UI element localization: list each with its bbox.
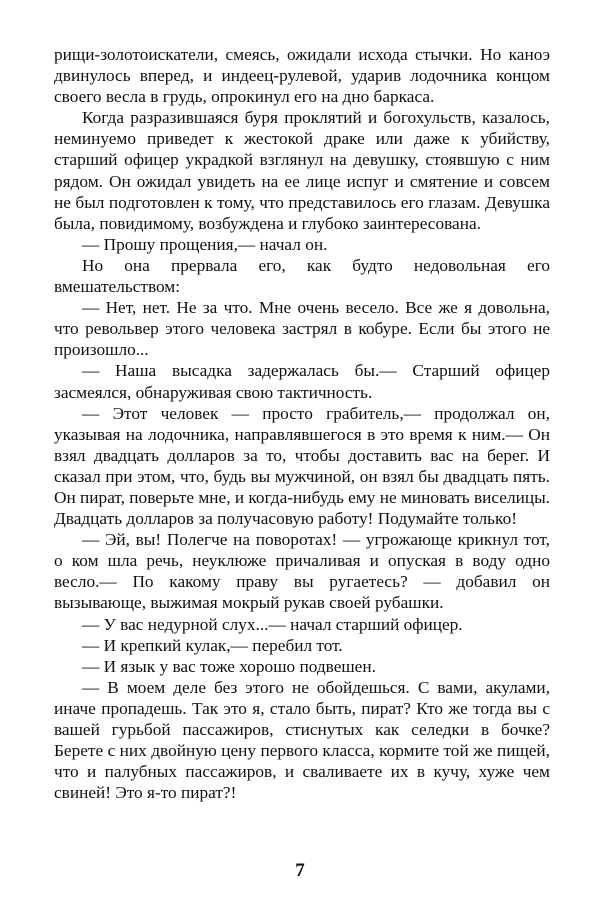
- paragraph-2: Когда разразившаяся буря проклятий и богохульств, казалось, неминуемо приведет к жестокой драке или даже к убийству, старший офицер украдкой взглянул на девушку, стоявшую с ним рядом. Он ожидал увидеть на ее лице испуг и смятение и совсем не был подготовлен к тому, что представилось его глазам. Девушка была, повидимому, возбуждена и глубоко заинтересована.: [54, 108, 550, 233]
- paragraph-9: — У вас недурной слух...— начал старший офицер.: [82, 614, 463, 634]
- page-body: [54, 44, 550, 803]
- paragraph-5: — Нет, нет. Не за что. Мне очень весело. Все же я довольна, что револьвер этого человека застрял в кобуре. Если бы этого не произошло...: [54, 298, 550, 360]
- paragraph-10: — И крепкий кулак,— перебил тот.: [82, 635, 343, 655]
- paragraph-1: рищи-золотоискатели, смеясь, ожидали исхода стычки. Но каноэ двинулось вперед, и индеец-рулевой, ударив лодочника концом своего весла в грудь, опрокинул его на дно баркаса.: [54, 45, 550, 107]
- paragraph-4: Но она прервала его, как будто недовольная его вмешательством:: [54, 255, 550, 297]
- paragraph-8: — Эй, вы! Полегче на поворотах! — угрожающе крикнул тот, о ком шла речь, неуклюже причаливая и опуская в воду одно весло.— По какому праву вы ругаетесь? — добавил он вызывающе, выжимая мокрый рукав своей рубашки.: [54, 530, 550, 613]
- paragraph-6: — Наша высадка задержалась бы.— Старший офицер засмеялся, обнаруживая свою тактичность.: [54, 361, 550, 402]
- paragraph-7: — Этот человек — просто грабитель,— продолжал он, указывая на лодочника, направлявшегося в это время к ним.— Он взял двадцать долларов за то, чтобы доставить вас на берег. И сказал при этом, что, будь вы мужчиной, он взял бы двадцать пять. Он пират, поверьте мне, и когда-нибудь ему не миновать виселицы. Двадцать долларов за получасовую работу! Подумайте только!: [54, 403, 550, 529]
- paragraph-12: — В моем деле без этого не обойдешься. С вами, акулами, иначе пропадешь. Так это я, стало быть, пират? Кто же тогда вы с вашей гурьбой пассажиров, стиснутых как селедки в бочке? Берете с них двойную цену первого класса, кормите той же пищей, что и палубных пассажиров, и сваливаете их в кучу, хуже чем свиней! Это я-то пират?!: [54, 677, 550, 803]
- paragraph-11: — И язык у вас тоже хорошо подвешен.: [82, 656, 376, 676]
- paragraph-3: — Прошу прощения,— начал он.: [82, 234, 328, 254]
- page-number: 7: [295, 860, 305, 881]
